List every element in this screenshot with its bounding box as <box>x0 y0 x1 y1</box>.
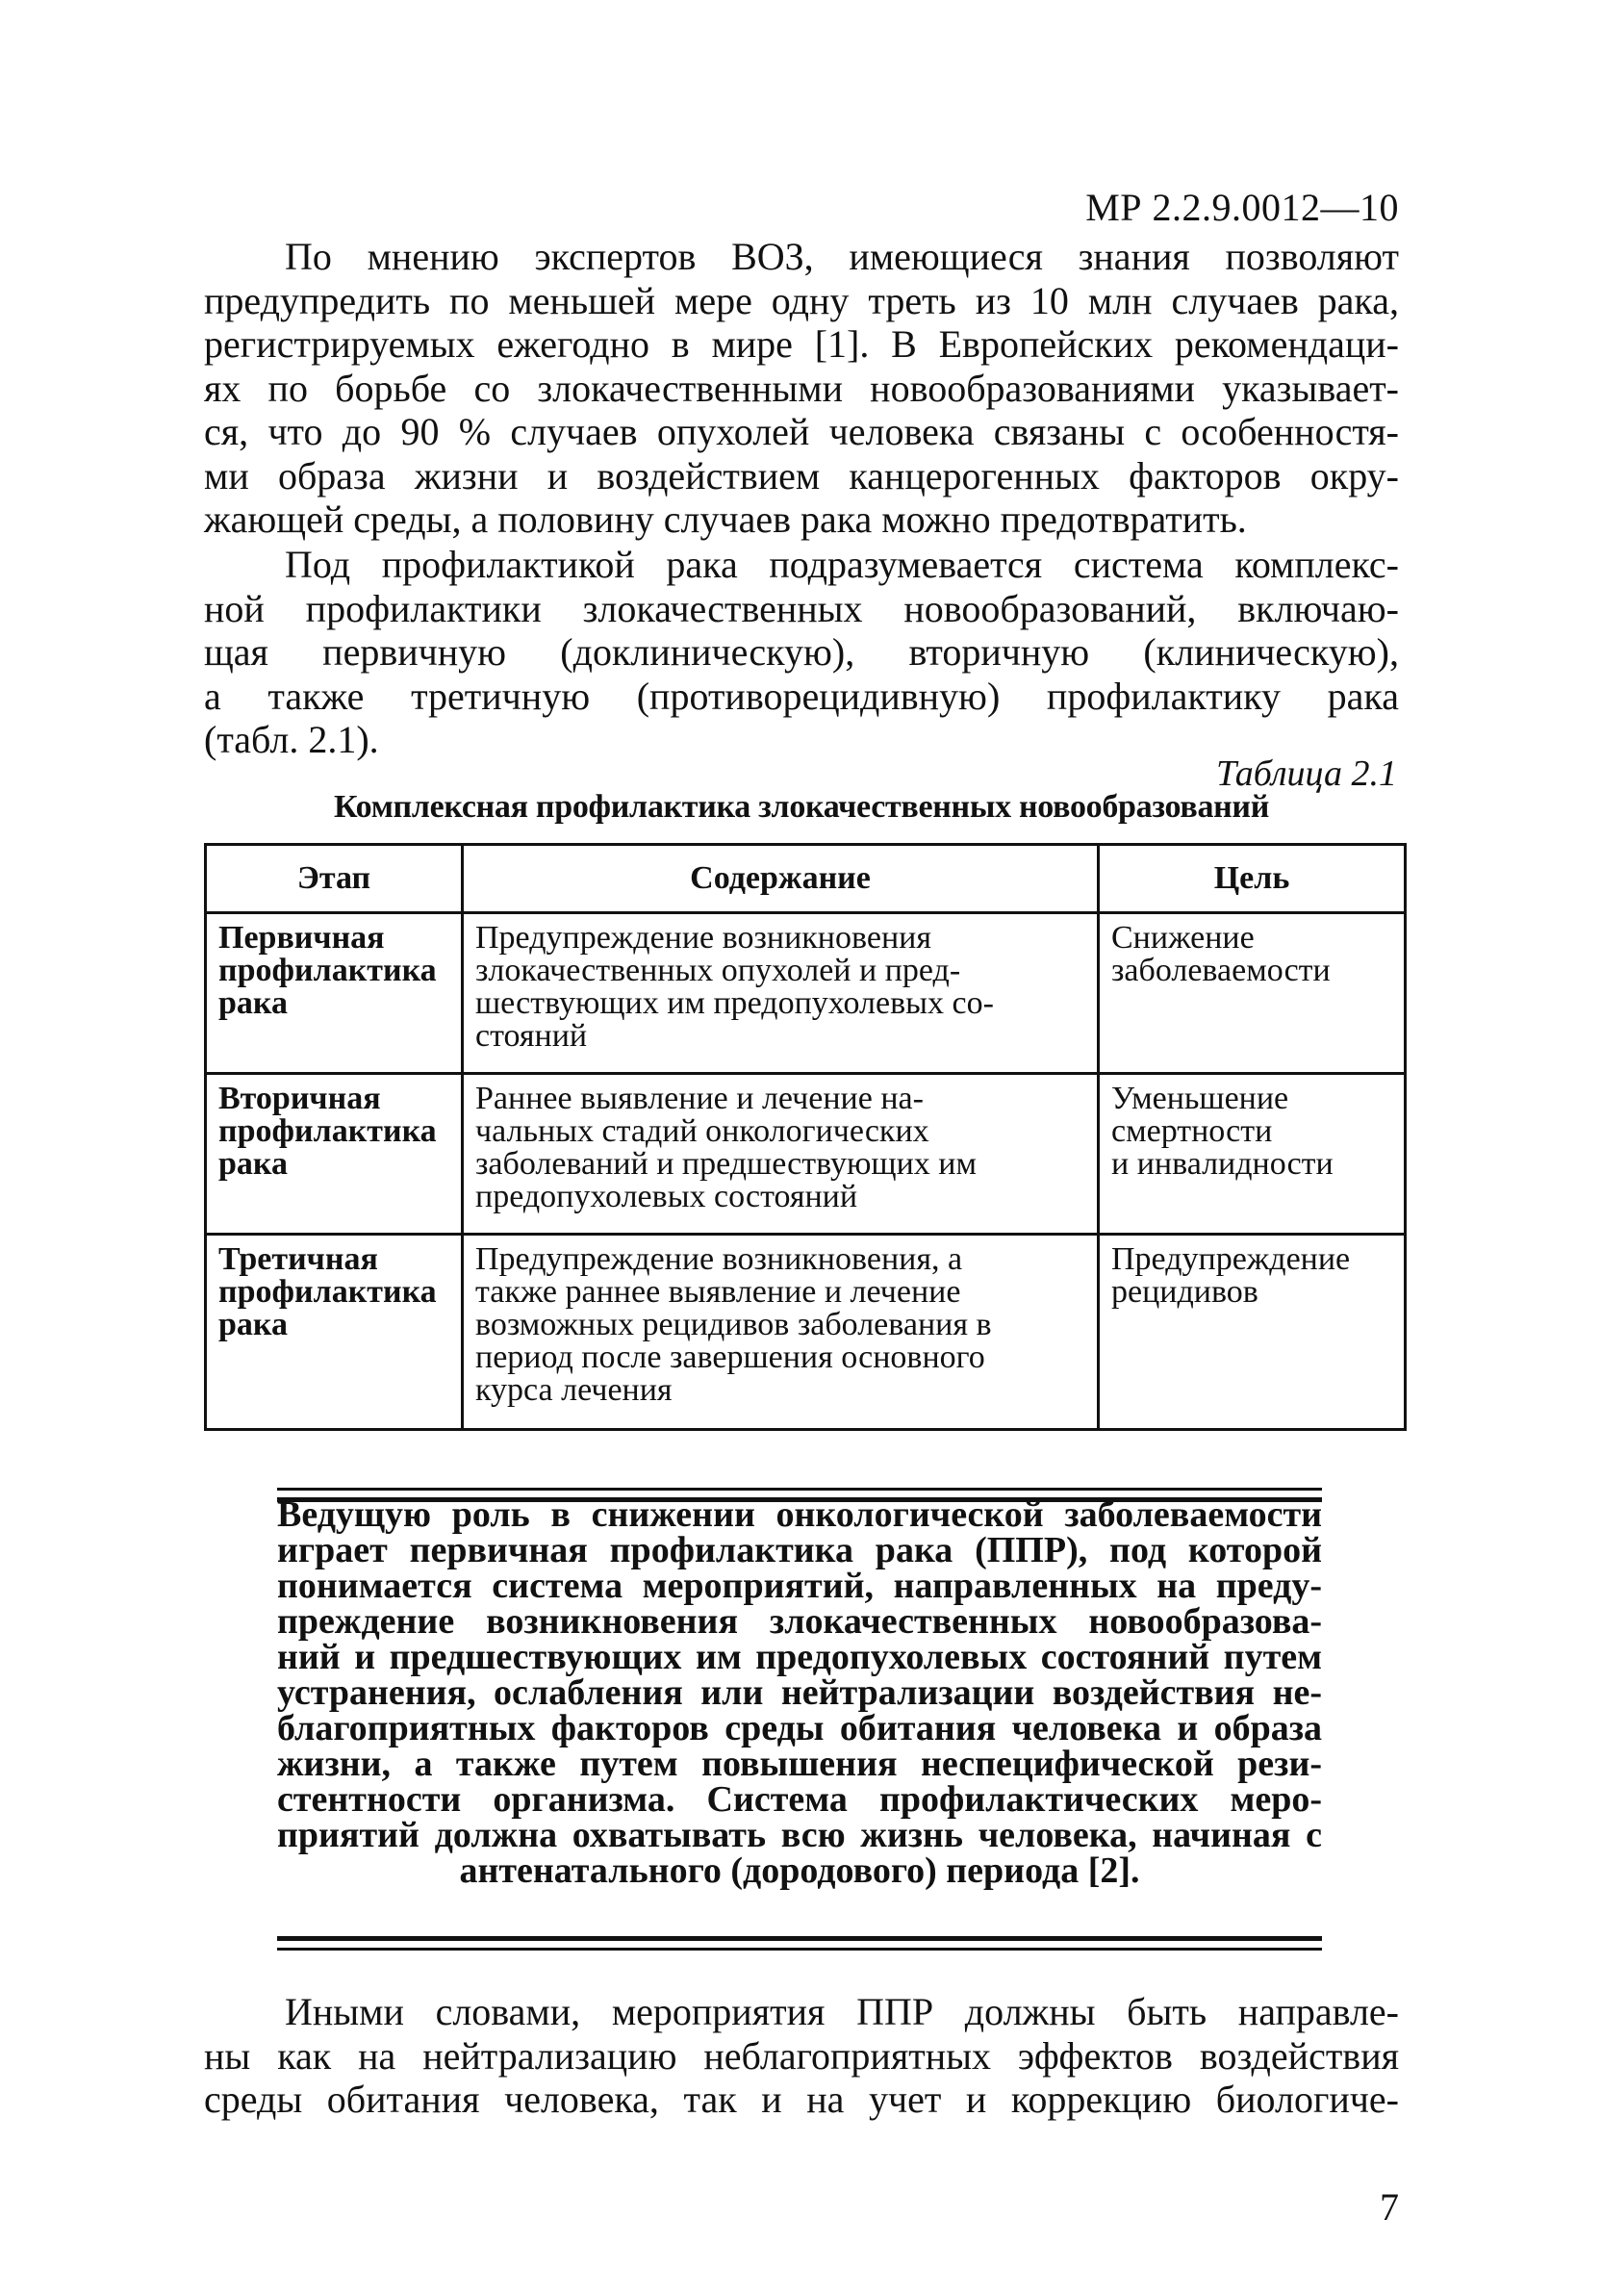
cell-line: Третичная <box>218 1241 378 1277</box>
content-cell <box>463 913 1099 1074</box>
cell-line: чальных стадий онкологических <box>475 1113 929 1149</box>
cell-line: рецидивов <box>1111 1274 1258 1310</box>
paragraph-line: а также третичную (противорецидивную) профилактику рака <box>204 674 1399 718</box>
cell-line: предопухолевых состояний <box>475 1179 858 1214</box>
cell-line: шествующих им предопухолевых со- <box>475 985 994 1021</box>
highlight-line: Ведущую роль в снижении онкологической заболеваемости <box>277 1494 1322 1535</box>
cell-line: Предупреждение <box>1111 1241 1351 1277</box>
prevention-table <box>204 843 1407 1431</box>
highlight-line: понимается система мероприятий, направленных на преду- <box>277 1566 1322 1606</box>
paragraph-line: ны как на нейтрализацию неблагоприятных эффектов воздействия <box>204 2033 1399 2078</box>
paragraph-line: ми образа жизни и воздействием канцерогенных факторов окру- <box>204 453 1399 497</box>
page-number: 7 <box>1380 2185 1399 2229</box>
highlight-line: устранения, ослабления или нейтрализации воздействия не- <box>277 1672 1322 1713</box>
highlight-line: благоприятных факторов среды обитания человека и образа <box>277 1708 1322 1748</box>
cell-line: Раннее выявление и лечение на- <box>475 1081 924 1116</box>
paragraph-line: Под профилактикой рака подразумевается система комплекс- <box>285 543 1399 586</box>
cell-line: заболеваемости <box>1111 953 1331 988</box>
paragraph-line: ся, что до 90 % случаев опухолей человека связаны с особенностя- <box>204 410 1399 453</box>
content-cell <box>463 1235 1099 1430</box>
cell-line: профилактика <box>218 1274 437 1310</box>
paragraph-2 <box>204 543 1399 762</box>
cell-line: Снижение <box>1111 920 1255 956</box>
paragraph-line: жающей среды, а половину случаев рака можно предотвратить. <box>204 497 1247 541</box>
paragraph-line: регистрируемых ежегодно в мире [1]. В Европейских рекомендаци- <box>204 322 1399 366</box>
table-title: Комплексная профилактика злокачественных новообразований <box>333 789 1270 825</box>
goal-cell <box>1099 1235 1406 1430</box>
highlight-line: играет первичная профилактика рака (ППР), под которой <box>277 1530 1322 1570</box>
document-code: МР 2.2.9.0012—10 <box>1085 186 1399 229</box>
cell-line: смертности <box>1111 1113 1273 1149</box>
paragraph-line: По мнению экспертов ВОЗ, имеющиеся знания позволяют <box>285 235 1399 278</box>
paragraph-line: ях по борьбе со злокачественными новообразованиями указывает- <box>204 366 1399 410</box>
table-header-row <box>206 845 1406 913</box>
highlight-line: антенатального (дородового) периода [2]. <box>459 1850 1140 1891</box>
table-row <box>206 913 1406 1074</box>
cell-line: профилактика <box>218 1113 437 1149</box>
paragraph-line: Иными словами, мероприятия ППР должны быть направле- <box>285 1990 1399 2033</box>
divider-top-thin <box>277 1488 1322 1491</box>
highlight-line: приятий должна охватывать всю жизнь человека, начиная с <box>277 1815 1322 1855</box>
paragraph-3 <box>204 1990 1399 2122</box>
stage-cell <box>206 1235 463 1430</box>
cell-line: Предупреждение возникновения, а <box>475 1241 963 1277</box>
divider-bottom-thick <box>277 1936 1322 1941</box>
highlight-line: ний и предшествующих им предопухолевых состояний путем <box>277 1637 1322 1677</box>
goal-cell <box>1099 1074 1406 1235</box>
divider-bottom-thin <box>277 1948 1322 1951</box>
paragraph-line: среды обитания человека, так и на учет и коррекцию биологиче- <box>204 2078 1399 2121</box>
cell-line: Уменьшение <box>1111 1081 1289 1116</box>
paragraph-1 <box>204 235 1399 542</box>
table-row <box>206 1074 1406 1235</box>
cell-line: рака <box>218 1307 288 1342</box>
column-header-content: Содержание <box>463 845 1099 913</box>
highlight-box <box>277 1494 1322 1891</box>
cell-line: стояний <box>475 1018 588 1054</box>
cell-line: период после завершения основного <box>475 1339 985 1375</box>
content-cell <box>463 1074 1099 1235</box>
stage-cell <box>206 1074 463 1235</box>
goal-cell <box>1099 913 1406 1074</box>
cell-line: курса лечения <box>475 1372 673 1408</box>
highlight-line: жизни, а также путем повышения неспецифической рези- <box>277 1744 1322 1784</box>
paragraph-line: (табл. 2.1). <box>204 718 379 761</box>
cell-line: Предупреждение возникновения <box>475 920 931 956</box>
cell-line: заболеваний и предшествующих им <box>475 1146 977 1182</box>
cell-line: рака <box>218 985 288 1021</box>
cell-line: злокачественных опухолей и пред- <box>475 953 961 988</box>
column-header-stage: Этап <box>206 845 463 913</box>
cell-line: рака <box>218 1146 288 1182</box>
paragraph-line: предупредить по меньшей мере одну треть из 10 млн случаев рака, <box>204 278 1399 322</box>
cell-line: также раннее выявление и лечение <box>475 1274 961 1310</box>
stage-cell <box>206 913 463 1074</box>
cell-line: Вторичная <box>218 1081 381 1116</box>
highlight-line: стентности организма. Система профилактических меро- <box>277 1779 1322 1820</box>
cell-line: и инвалидности <box>1111 1146 1334 1182</box>
cell-line: возможных рецидивов заболевания в <box>475 1307 992 1342</box>
column-header-goal: Цель <box>1099 845 1406 913</box>
paragraph-line: ной профилактики злокачественных новообразований, включаю- <box>204 586 1399 630</box>
highlight-line: преждение возникновения злокачественных новообразова- <box>277 1601 1322 1642</box>
paragraph-line: щая первичную (доклиническую), вторичную (клиническую), <box>204 630 1399 674</box>
table-label: Таблица 2.1 <box>1216 753 1397 794</box>
table-row <box>206 1235 1406 1430</box>
cell-line: профилактика <box>218 953 437 988</box>
cell-line: Первичная <box>218 920 385 956</box>
